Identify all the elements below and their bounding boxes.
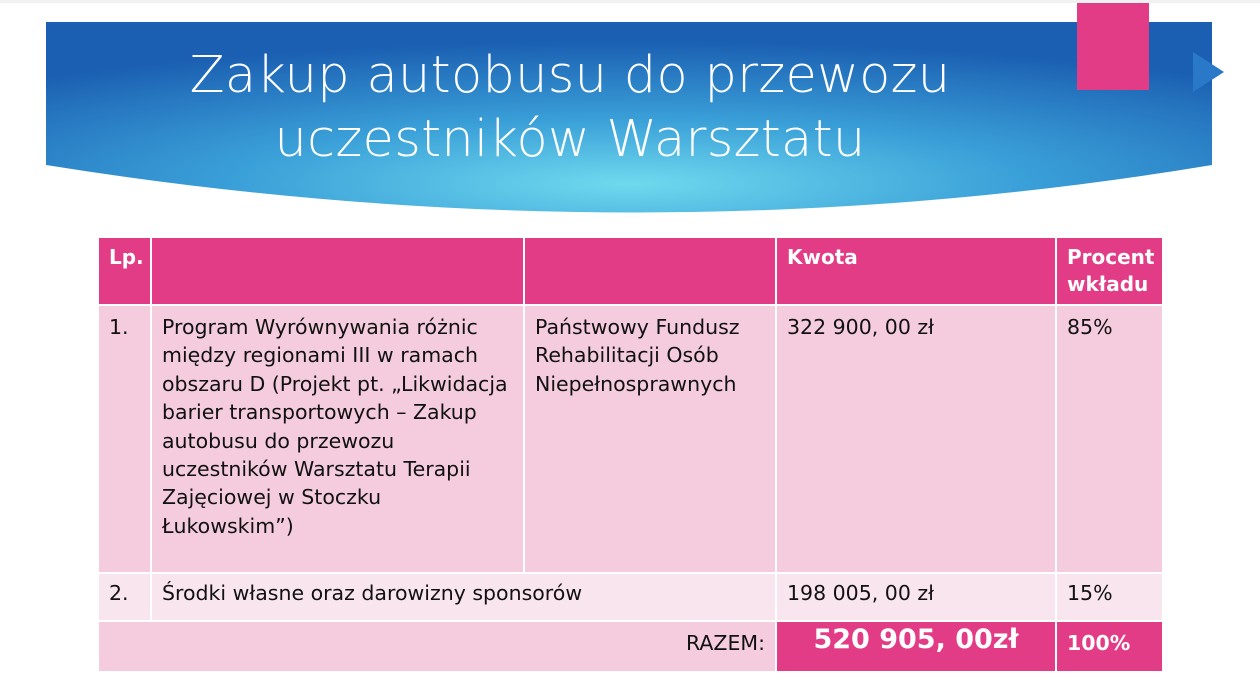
row-percent: 85% [1056, 305, 1163, 573]
header-percent: Procent wkładu [1056, 237, 1163, 305]
slide-title-line-2: uczestników Warsztatu [274, 110, 866, 169]
total-label: RAZEM: [98, 621, 776, 672]
header-description [151, 237, 524, 305]
row-description: Program Wyrównywania różnic między regionami III w ramach obszaru D (Projekt pt. „Likwidacja barier transportowych – Zakup autobusu do przewozu uczestników Warsztatu Terapii Zajęciowej w Stoczku Łukowskim”) [151, 305, 524, 573]
pink-corner-tab [1077, 3, 1149, 90]
funding-table [97, 236, 1164, 673]
header-lp: Lp. [98, 237, 151, 305]
table-row [98, 573, 1163, 621]
slide-title-line-1: Zakup autobusu do przewozu [189, 46, 951, 105]
row-amount: 198 005, 00 zł [776, 573, 1056, 621]
table-total-row [98, 621, 1163, 672]
row-lp: 2. [98, 573, 151, 621]
row-source: Państwowy Fundusz Rehabilitacji Osób Niepełnosprawnych [524, 305, 776, 573]
table-header-row [98, 237, 1163, 305]
row-amount: 322 900, 00 zł [776, 305, 1056, 573]
header-amount: Kwota [776, 237, 1056, 305]
header-source [524, 237, 776, 305]
total-percent: 100% [1056, 621, 1163, 672]
total-amount: 520 905, 00zł [776, 621, 1056, 672]
table-row [98, 305, 1163, 573]
row-description: Środki własne oraz darowizny sponsorów [151, 573, 776, 621]
slide-title [60, 44, 1080, 172]
row-percent: 15% [1056, 573, 1163, 621]
row-lp: 1. [98, 305, 151, 573]
